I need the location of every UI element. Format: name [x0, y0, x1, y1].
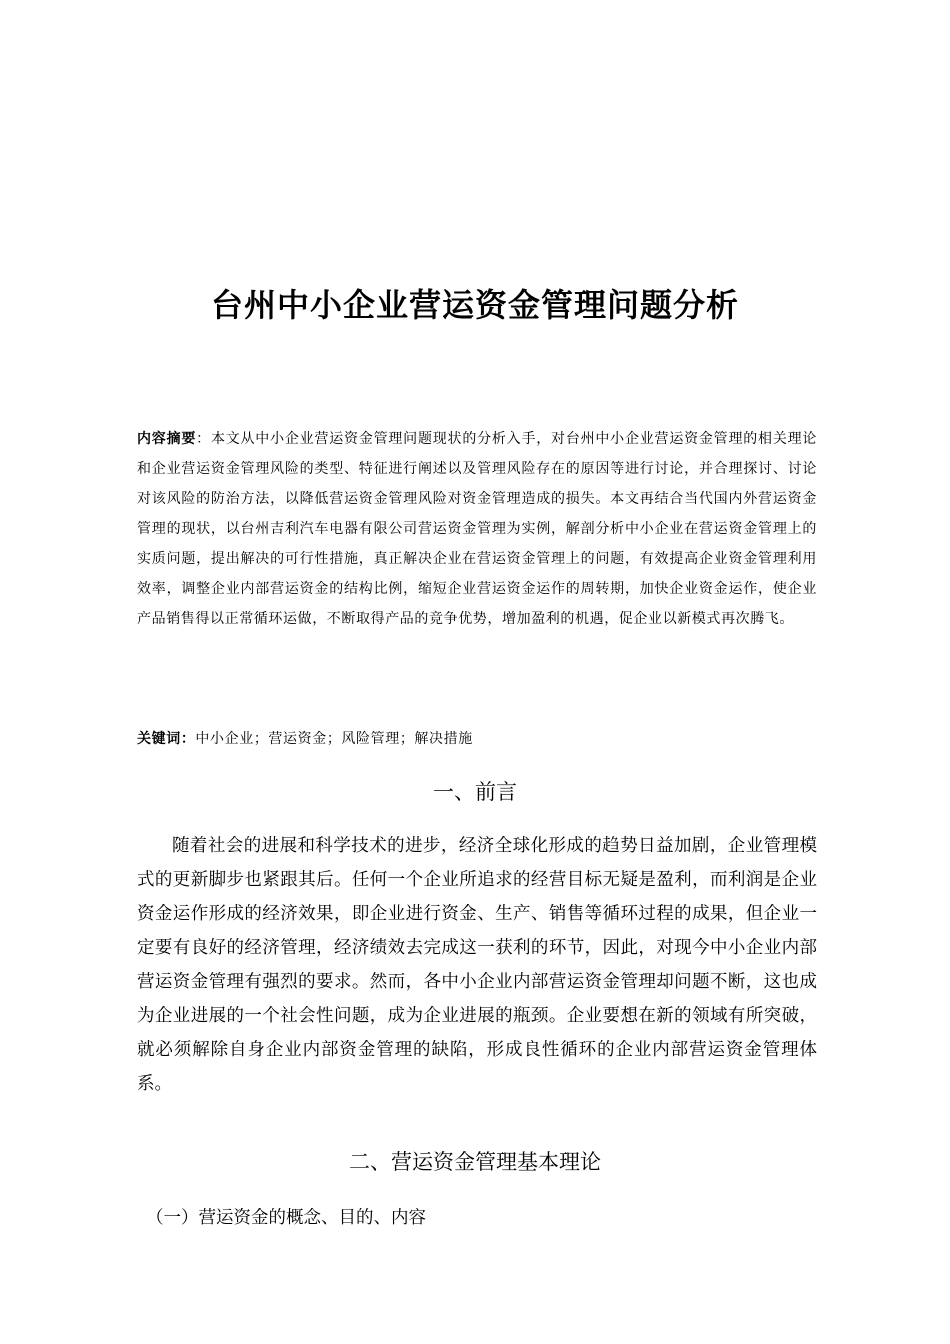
introduction-paragraph: 随着社会的进展和科学技术的进步，经济全球化形成的趋势日益加剧，企业管理模式的更新脚步也紧跟其后。任何一个企业所追求的经营目标无疑是盈利，而利润是企业资金运作形成的经济效果，即企业进行资金、生产、销售等循环过程的成果，但企业一定要有良好的经济管理，经济绩效去完成这一获利的环节，因此，对现今中小企业内部营运资金管理有强烈的要求。然而，各中小企业内部营运资金管理却问题不断，这也成为企业进展的一个社会性问题，成为企业进展的瓶颈。企业要想在新的领域有所突破，就必须解除自身企业内部资金管理的缺陷，形成良性循环的企业内部营运资金管理体系。 — [137, 836, 817, 1094]
abstract-block — [137, 424, 817, 634]
keywords-text: 中小企业；营运资金；风险管理；解决措施 — [195, 731, 473, 747]
abstract-text: 本文从中小企业营运资金管理问题现状的分析入手，对台州中小企业营运资金管理的相关理论和企业营运资金管理风险的类型、特征进行阐述以及管理风险存在的原因等进行讨论，并合理探讨、讨论对该风险的防治方法，以降低营运资金管理风险对资金管理造成的损失。本文再结合当代国内外营运资金管理的现状，以台州吉利汽车电器有限公司营运资金管理为实例，解剖分析中小企业在营运资金管理上的实质问题，提出解决的可行性措施，真正解决企业在营运资金管理上的问题，有效提高企业资金管理利用效率，调整企业内部营运资金的结构比例，缩短企业营运资金运作的周转期，加快企业资金运作，使企业产品销售得以正常循环运做，不断取得产品的竞争优势，增加盈利的机遇，促企业以新模式再次腾飞。 — [137, 431, 817, 627]
abstract-label: 内容摘要 — [137, 431, 197, 447]
section-heading-introduction: 一、前言 — [433, 780, 517, 804]
abstract-separator: ： — [196, 431, 211, 447]
subsection-heading-concept: （一）营运资金的概念、目的、内容 — [146, 1208, 426, 1228]
section-heading-theory: 二、营运资金管理基本理论 — [349, 1150, 601, 1174]
document-title: 台州中小企业营运资金管理问题分析 — [210, 286, 739, 324]
keywords-separator: ： — [180, 731, 196, 747]
keywords-label: 关键词 — [137, 731, 181, 747]
keywords-block — [137, 724, 817, 754]
